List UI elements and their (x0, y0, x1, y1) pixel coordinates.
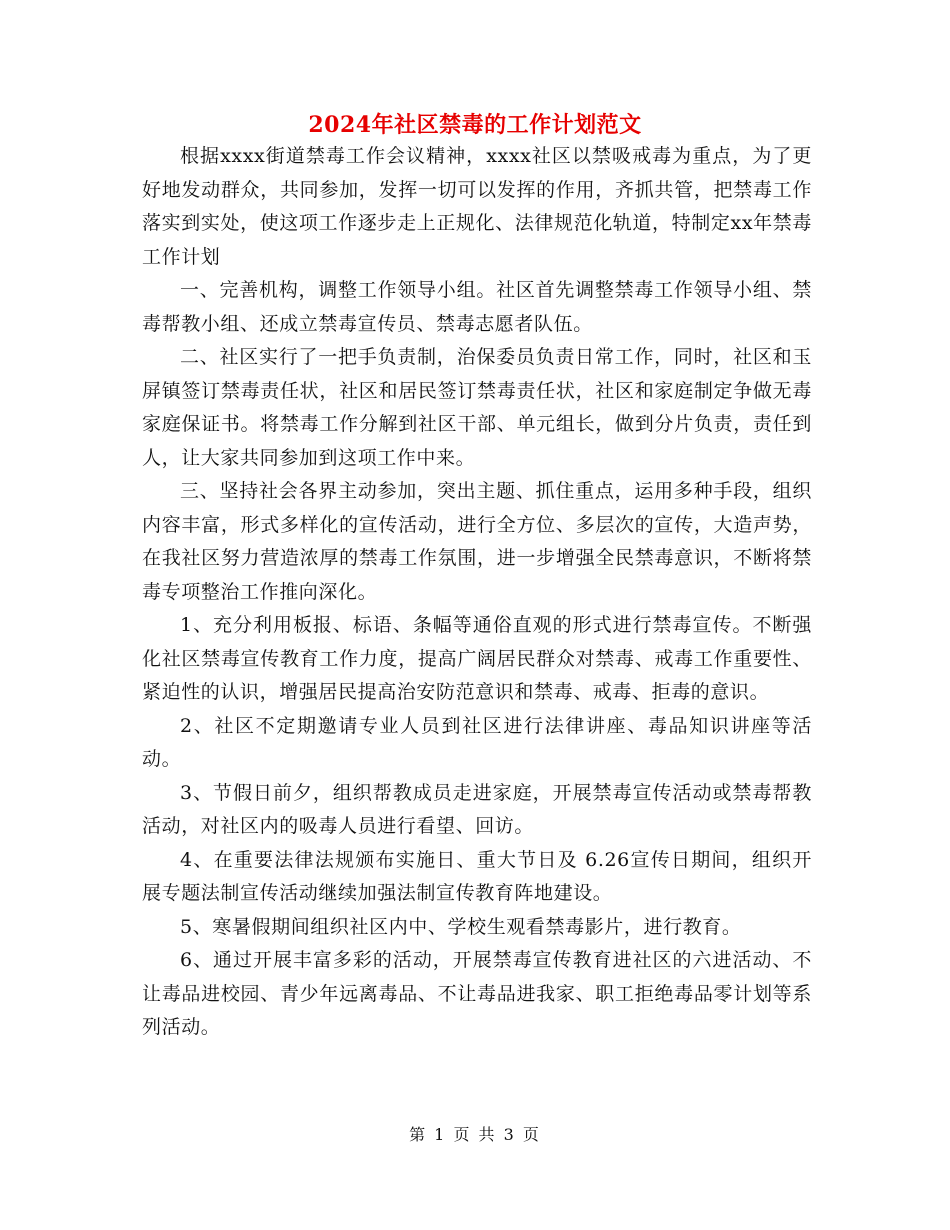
document-body (142, 140, 812, 1045)
item-3-paragraph: 3、节假日前夕，组织帮教成员走进家庭，开展禁毒宣传活动或禁毒帮教活动，对社区内的吸毒人员进行看望、回访。 (142, 781, 812, 837)
item-1-paragraph: 1、充分利用板报、标语、条幅等通俗直观的形式进行禁毒宣传。不断强化社区禁毒宣传教育工作力度，提高广阔居民群众对禁毒、戒毒工作重要性、紧迫性的认识，增强居民提高治安防范意识和禁毒、戒毒、拒毒的意识。 (142, 614, 812, 703)
item-5-paragraph: 5、寒暑假期间组织社区内中、学校生观看禁毒影片，进行教育。 (180, 915, 742, 938)
item-2-paragraph: 2、社区不定期邀请专业人员到社区进行法律讲座、毒品知识讲座等活动。 (142, 714, 812, 770)
document-title: 2024年社区禁毒的工作计划范文 (308, 112, 642, 138)
item-4-paragraph: 4、在重要法律法规颁布实施日、重大节日及 6.26宣传日期间，组织开展专题法制宣传活动继续加强法制宣传教育阵地建设。 (142, 848, 812, 904)
section-2-paragraph: 二、社区实行了一把手负责制，治保委员负责日常工作，同时，社区和玉屏镇签订禁毒责任状，社区和居民签订禁毒责任状，社区和家庭制定争做无毒家庭保证书。将禁毒工作分解到社区干部、单元组长，做到分片负责，责任到人，让大家共同参加到这项工作中来。 (142, 346, 812, 469)
page-number-footer: 第 1 页 共 3 页 (409, 1125, 541, 1144)
section-1-paragraph: 一、完善机构，调整工作领导小组。社区首先调整禁毒工作领导小组、禁毒帮教小组、还成立禁毒宣传员、禁毒志愿者队伍。 (142, 279, 812, 335)
item-6-paragraph: 6、通过开展丰富多彩的活动，开展禁毒宣传教育进社区的六进活动、不让毒品进校园、青少年远离毒品、不让毒品进我家、职工拒绝毒品零计划等系列活动。 (142, 949, 812, 1038)
section-3-paragraph: 三、坚持社会各界主动参加，突出主题、抓住重点，运用多种手段，组织内容丰富，形式多样化的宣传活动，进行全方位、多层次的宣传，大造声势，在我社区努力营造浓厚的禁毒工作氛围，进一步增强全民禁毒意识，不断将禁毒专项整治工作推向深化。 (142, 480, 812, 603)
intro-paragraph: 根据xxxx街道禁毒工作会议精神，xxxx社区以禁吸戒毒为重点，为了更好地发动群众，共同参加，发挥一切可以发挥的作用，齐抓共管，把禁毒工作落实到实处，使这项工作逐步走上正规化、法律规范化轨道，特制定xx年禁毒工作计划 (142, 145, 812, 268)
